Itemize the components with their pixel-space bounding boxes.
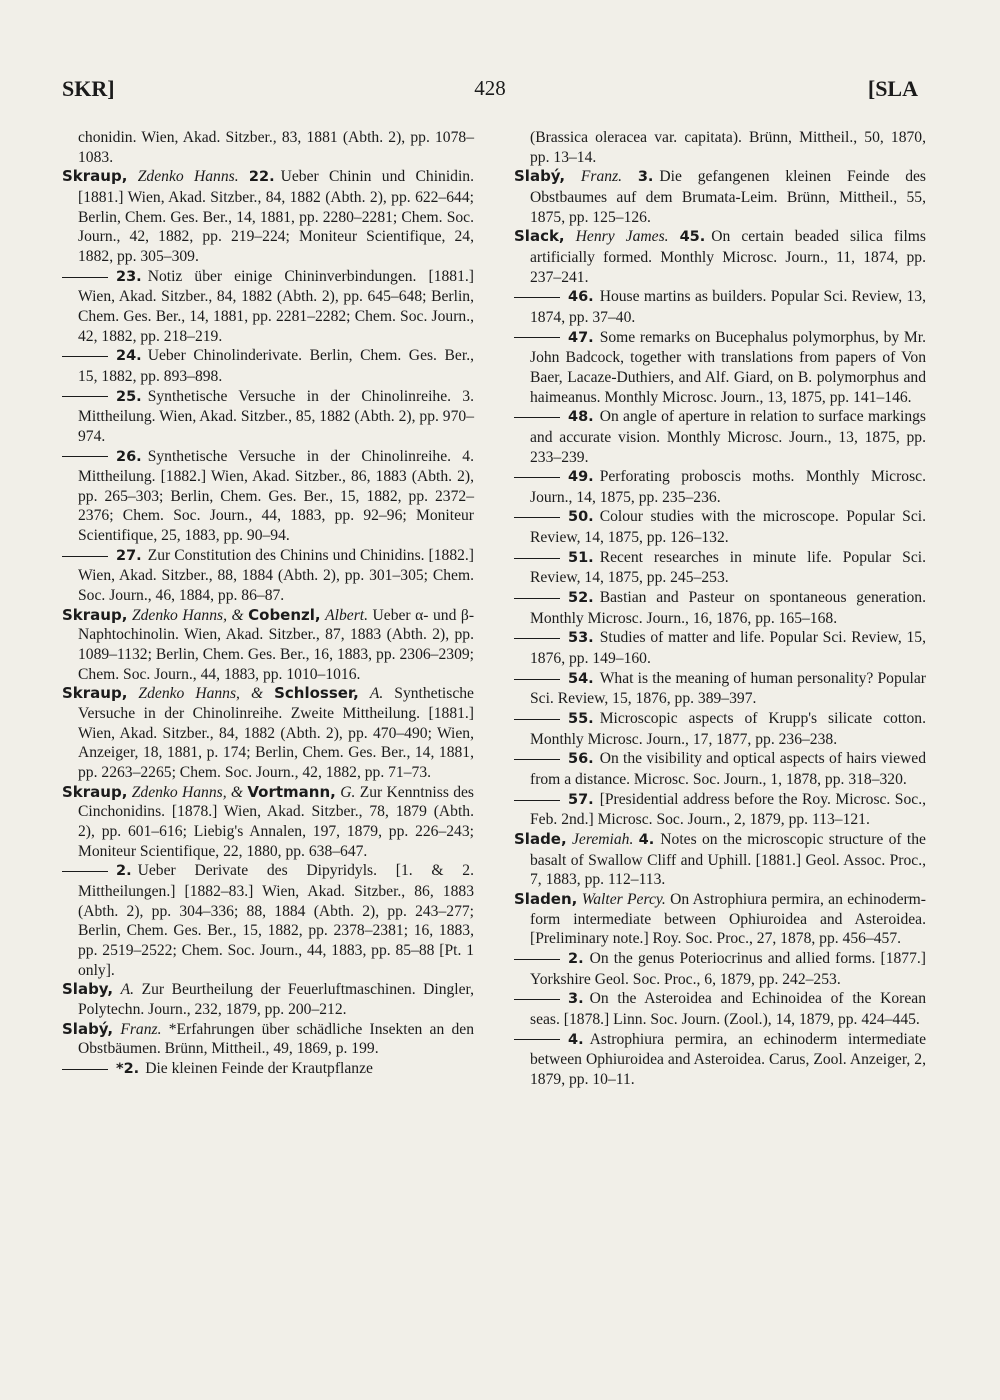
- author-surname: Slack,: [514, 227, 565, 246]
- page-number: 428: [474, 76, 506, 100]
- entry-text: Some remarks on Bucephalus polymorphus, by Mr. John Badcock, together with translations from papers of Von Baer, Lacaze-Duthiers, and Alf. Giard, on B. polymorphus and haimeanus. Monthly Microsc. Journ., 13, 1875, pp. 141–146.: [530, 328, 926, 406]
- author-forename: Henry James.: [575, 228, 669, 246]
- entry-number: 52.: [568, 590, 594, 607]
- entry-text: Synthetische Versuche in der Chinolinreihe. 3. Mittheilung. Wien, Akad. Sitzber., 85, 1882 (Abth. 2), pp. 970–974.: [78, 387, 474, 445]
- author-surname: Schlosser,: [274, 684, 359, 703]
- entry-text: Astrophiura permira, an echinoderm intermediate between Ophiuroidea and Asteroidea. Carus, Zool. Anzeiger, 2, 1879, pp. 10–11.: [530, 1030, 926, 1088]
- ditto-dash: [62, 277, 108, 278]
- entry-text: Colour studies with the microscope. Popular Sci. Review, 14, 1875, pp. 126–132.: [530, 508, 926, 547]
- entry-number: 3.: [637, 169, 654, 186]
- ditto-dash: [62, 1069, 108, 1070]
- author-surname: Skraup,: [62, 605, 128, 624]
- ditto-dash: [62, 356, 108, 357]
- author-surname: Skraup,: [62, 782, 128, 801]
- entry-text: Ueber Chinin und Chinidin. [1881.] Wien, Akad. Sitzber., 84, 1882 (Abth. 2), pp. 622–644; Berlin, Chem. Ges. Ber., 14, 1881, pp. 2280–2281; Chem. Soc. Journ., 42, 1882, pp. 219–224; Moniteur Scientifique, 24, 1882, pp. 305–309.: [78, 168, 474, 265]
- entry-number: 50.: [568, 509, 594, 526]
- entry-number: 55.: [568, 711, 594, 728]
- entry-text: On certain beaded silica films artificially formed. Monthly Microsc. Journ., 11, 1874, pp. 237–241.: [530, 228, 926, 286]
- entry-number: 3.: [568, 991, 584, 1008]
- bibliography-entry: [62, 861, 474, 980]
- bibliography-entry: [62, 1020, 474, 1059]
- entry-number: 49.: [568, 469, 594, 486]
- author-forename: Franz.: [120, 1020, 162, 1038]
- author-surname: Cobenzl,: [248, 605, 321, 624]
- entry-number: 25.: [116, 388, 142, 405]
- ditto-dash: [514, 999, 560, 1000]
- author-forename: Albert.: [325, 606, 369, 624]
- entry-number: 51.: [568, 549, 594, 566]
- bibliography-entry: [62, 447, 474, 546]
- author-forename: Franz.: [580, 168, 623, 186]
- bibliography-entry: [514, 628, 926, 668]
- entry-text: Die gefangenen kleinen Feinde des Obstbaumes auf dem Brumata-Leim. Brünn, Mittheil., 55, 1875, pp. 125–126.: [530, 168, 926, 226]
- bibliography-entry: [514, 989, 926, 1029]
- bibliography-entry: [62, 128, 474, 167]
- ditto-dash: [62, 556, 108, 557]
- entry-number: 45.: [679, 229, 706, 246]
- entry-number: 56.: [568, 751, 594, 768]
- bibliography-entry: [514, 328, 926, 408]
- bibliography-entry: [514, 548, 926, 588]
- bibliography-entry: [62, 783, 474, 862]
- entry-number: 22.: [248, 169, 275, 186]
- entry-number: 4.: [568, 1031, 584, 1048]
- ditto-dash: [514, 517, 560, 518]
- bibliography-entry: [62, 684, 474, 782]
- entry-number: 4.: [638, 831, 655, 848]
- bibliography-entry: [514, 949, 926, 989]
- entry-text: (Brassica oleracea var. capitata). Brünn, Mittheil., 50, 1870, pp. 13–14.: [530, 129, 926, 166]
- bibliography-entry: [62, 1059, 474, 1080]
- bibliography-entry: [514, 749, 926, 789]
- header-right: [SLA: [867, 76, 918, 101]
- bibliography-entry: [514, 227, 926, 287]
- entry-number: 47.: [568, 329, 594, 346]
- bibliography-entry: [62, 606, 474, 685]
- entry-text: On angle of aperture in relation to surface markings and accurate vision. Monthly Microsc. Journ., 13, 1875, pp. 233–239.: [530, 408, 926, 466]
- bibliography-entry: [62, 267, 474, 347]
- entry-number: 26.: [116, 448, 142, 465]
- author-forename: Zdenko Hanns, &: [138, 685, 264, 703]
- bibliography-entry: [514, 830, 926, 890]
- right-column: [514, 128, 926, 1090]
- entry-text: Microscopic aspects of Krupp's silicate cotton. Monthly Microsc. Journ., 17, 1877, pp. 236–238.: [530, 710, 926, 748]
- author-forename: A.: [120, 981, 135, 999]
- bibliography-entry: [514, 1030, 926, 1090]
- ditto-dash: [514, 719, 560, 720]
- bibliography-entry: [514, 128, 926, 167]
- entry-number: 46.: [568, 289, 594, 306]
- entry-text: Notes on the microscopic structure of the basalt of Swallow Cliff and Uphill. [1881.] Geol. Assoc. Proc., 7, 1883, pp. 112–113.: [530, 830, 926, 889]
- author-surname: Vortmann,: [247, 782, 336, 801]
- entry-number: *2.: [116, 1060, 140, 1077]
- author-surname: Slabý,: [62, 1019, 114, 1038]
- ditto-dash: [514, 598, 560, 599]
- entry-text: On the Asteroidea and Echinoidea of the Korean seas. [1878.] Linn. Soc. Journ. (Zool.), 14, 1879, pp. 424–445.: [530, 990, 926, 1028]
- ditto-dash: [514, 959, 560, 960]
- author-surname: Sladen,: [514, 889, 578, 908]
- entry-number: 27.: [116, 547, 142, 564]
- author-surname: Skraup,: [62, 167, 128, 186]
- ditto-dash: [62, 456, 108, 457]
- entry-text: Ueber Chinolinderivate. Berlin, Chem. Ges. Ber., 15, 1882, pp. 893–898.: [78, 347, 474, 385]
- bibliography-entry: [514, 669, 926, 709]
- ditto-dash: [514, 638, 560, 639]
- entry-text: [Presidential address before the Roy. Microsc. Soc., Feb. 2nd.] Microsc. Soc. Journ., 2, 1879, pp. 113–121.: [530, 790, 926, 829]
- ditto-dash: [514, 800, 560, 801]
- entry-text: Zur Constitution des Chinins und Chinidins. [1882.] Wien, Akad. Sitzber., 88, 1884 (Abth. 2), pp. 301–305; Chem. Soc. Journ., 46, 1884, pp. 86–87.: [78, 546, 474, 605]
- entry-text: On the genus Poteriocrinus and allied forms. [1877.] Yorkshire Geol. Soc. Proc., 6, 1879, pp. 242–253.: [530, 949, 926, 988]
- bibliography-entry: [62, 346, 474, 386]
- running-header: [62, 76, 918, 116]
- entry-text: Ueber Derivate des Dipyridyls. [1. & 2. Mittheilungen.] [1882–83.] Wien, Akad. Sitzber., 86, 1883 (Abth. 2), pp. 304–336; 88, 1884 (Abth. 2), pp. 243–277; Berlin, Chem. Ges. Ber., 15, 1882, pp. 2378–2381; 16, 1883, pp. 2519–2522; Chem. Soc. Journ., 44, 1883, pp. 85–88 [Pt. 1 only].: [78, 862, 474, 979]
- bibliography-entry: [62, 546, 474, 606]
- bibliography-entry: [62, 387, 474, 447]
- bibliography-entry: [514, 890, 926, 949]
- author-forename: Zdenko Hanns.: [137, 168, 239, 186]
- ditto-dash: [514, 558, 560, 559]
- entry-number: 53.: [568, 630, 594, 647]
- entry-text: On Astrophiura permira, an echinoderm-form intermediate between Ophiuroidea and Asteroidea. [Preliminary note.] Roy. Soc. Proc., 27, 1878, pp. 456–457.: [530, 890, 926, 948]
- bibliography-entry: [514, 167, 926, 227]
- ditto-dash: [62, 396, 108, 397]
- author-surname: Slaby,: [62, 980, 114, 999]
- author-surname: Slabý,: [514, 167, 566, 186]
- ditto-dash: [514, 477, 560, 478]
- entry-number: 2.: [116, 863, 132, 880]
- entry-number: 24.: [116, 348, 142, 365]
- entry-text: chonidin. Wien, Akad. Sitzber., 83, 1881 (Abth. 2), pp. 1078–1083.: [78, 129, 474, 166]
- author-forename: G.: [340, 783, 356, 801]
- entry-text: Ueber α- und β-Naphtochinolin. Wien, Akad. Sitzber., 87, 1883 (Abth. 2), pp. 1089–1132; Berlin, Chem. Ges. Ber., 16, 1883, pp. 2306–2309; Chem. Soc. Journ., 44, 1883, pp. 1010–1016.: [78, 606, 475, 683]
- entry-text: Die kleinen Feinde der Krautpflanze: [145, 1059, 373, 1077]
- left-column: [62, 128, 474, 1080]
- bibliography-entry: [514, 588, 926, 628]
- entry-text: Bastian and Pasteur on spontaneous generation. Monthly Microsc. Journ., 16, 1876, pp. 165–168.: [530, 589, 926, 627]
- entry-text: Notiz über einige Chininverbindungen. [1881.] Wien, Akad. Sitzber., 84, 1882 (Abth. 2), pp. 645–648; Berlin, Chem. Ges. Ber., 14, 1881, pp. 2281–2282; Chem. Soc. Journ., 42, 1882, pp. 218–219.: [78, 267, 474, 345]
- bibliography-entry: [62, 980, 474, 1019]
- entry-text: Zur Kenntniss des Cinchonidins. [1878.] Wien, Akad. Sitzber., 78, 1879 (Abth. 2), pp. 601–616; Liebig's Annalen, 197, 1879, pp. 226–243; Moniteur Scientifique, 22, 1880, pp. 638–647.: [78, 783, 475, 860]
- entry-text: *Erfahrungen über schädliche Insekten an den Obstbäumen. Brünn, Mittheil., 49, 1869, p. 199.: [78, 1020, 474, 1058]
- author-surname: Slade,: [514, 829, 567, 848]
- entry-number: 57.: [568, 791, 594, 808]
- author-forename: A.: [369, 685, 384, 703]
- author-forename: Zdenko Hanns, &: [131, 606, 244, 624]
- author-forename: Walter Percy.: [581, 890, 666, 908]
- ditto-dash: [514, 679, 560, 680]
- entry-number: 54.: [568, 670, 594, 687]
- entry-text: Zur Beurtheilung der Feuerluftmaschinen. Dingler, Polytechn. Journ., 232, 1879, pp. 200–212.: [78, 981, 475, 1018]
- header-left: SKR]: [62, 76, 115, 101]
- bibliography-entry: [514, 407, 926, 467]
- ditto-dash: [62, 871, 108, 872]
- entry-text: Synthetische Versuche in der Chinolinreihe. 4. Mittheilung. [1882.] Wien, Akad. Sitzber., 86, 1883 (Abth. 2), pp. 265–303; Berlin, Chem. Ges. Ber., 15, 1882, pp. 2372–2376; Chem. Soc. Journ., 44, 1883, pp. 92–96; Moniteur Scientifique, 25, 1883, pp. 90–94.: [78, 447, 474, 545]
- bibliography-entry: [62, 167, 474, 266]
- bibliography-entry: [514, 507, 926, 547]
- bibliography-entry: [514, 287, 926, 327]
- entry-text: Perforating proboscis moths. Monthly Microsc. Journ., 14, 1875, pp. 235–236.: [530, 468, 926, 506]
- entry-text: On the visibility and optical aspects of hairs viewed from a distance. Microsc. Soc. Journ., 1, 1878, pp. 318–320.: [530, 750, 926, 788]
- ditto-dash: [514, 759, 560, 760]
- ditto-dash: [514, 297, 560, 298]
- entry-text: Studies of matter and life. Popular Sci. Review, 15, 1876, pp. 149–160.: [530, 629, 926, 668]
- entry-number: 2.: [568, 950, 584, 967]
- entry-text: House martins as builders. Popular Sci. Review, 13, 1874, pp. 37–40.: [530, 288, 926, 326]
- author-forename: Jeremiah.: [572, 830, 634, 848]
- bibliography-entry: [514, 790, 926, 830]
- entry-text: Recent researches in minute life. Popular Sci. Review, 14, 1875, pp. 245–253.: [530, 548, 926, 587]
- ditto-dash: [514, 1039, 560, 1040]
- bibliography-entry: [514, 467, 926, 507]
- bibliography-entry: [514, 709, 926, 749]
- entry-text: Synthetische Versuche in der Chinolinreihe. Zweite Mittheilung. [1881.] Wien, Akad. Sitzber., 84, 1882 (Abth. 2), pp. 470–490; Wien, Anzeiger, 18, 1881, p. 174; Berlin, Chem. Ges. Ber., 14, 1881, pp. 2263–2265; Chem. Soc. Journ., 42, 1882, pp. 71–73.: [78, 685, 474, 781]
- entry-number: 23.: [116, 268, 142, 285]
- ditto-dash: [514, 337, 560, 338]
- entry-number: 48.: [568, 409, 594, 426]
- ditto-dash: [514, 417, 560, 418]
- author-forename: Zdenko Hanns, &: [131, 783, 244, 801]
- entry-text: What is the meaning of human personality? Popular Sci. Review, 15, 1876, pp. 389–397.: [530, 669, 926, 708]
- author-surname: Skraup,: [62, 684, 128, 703]
